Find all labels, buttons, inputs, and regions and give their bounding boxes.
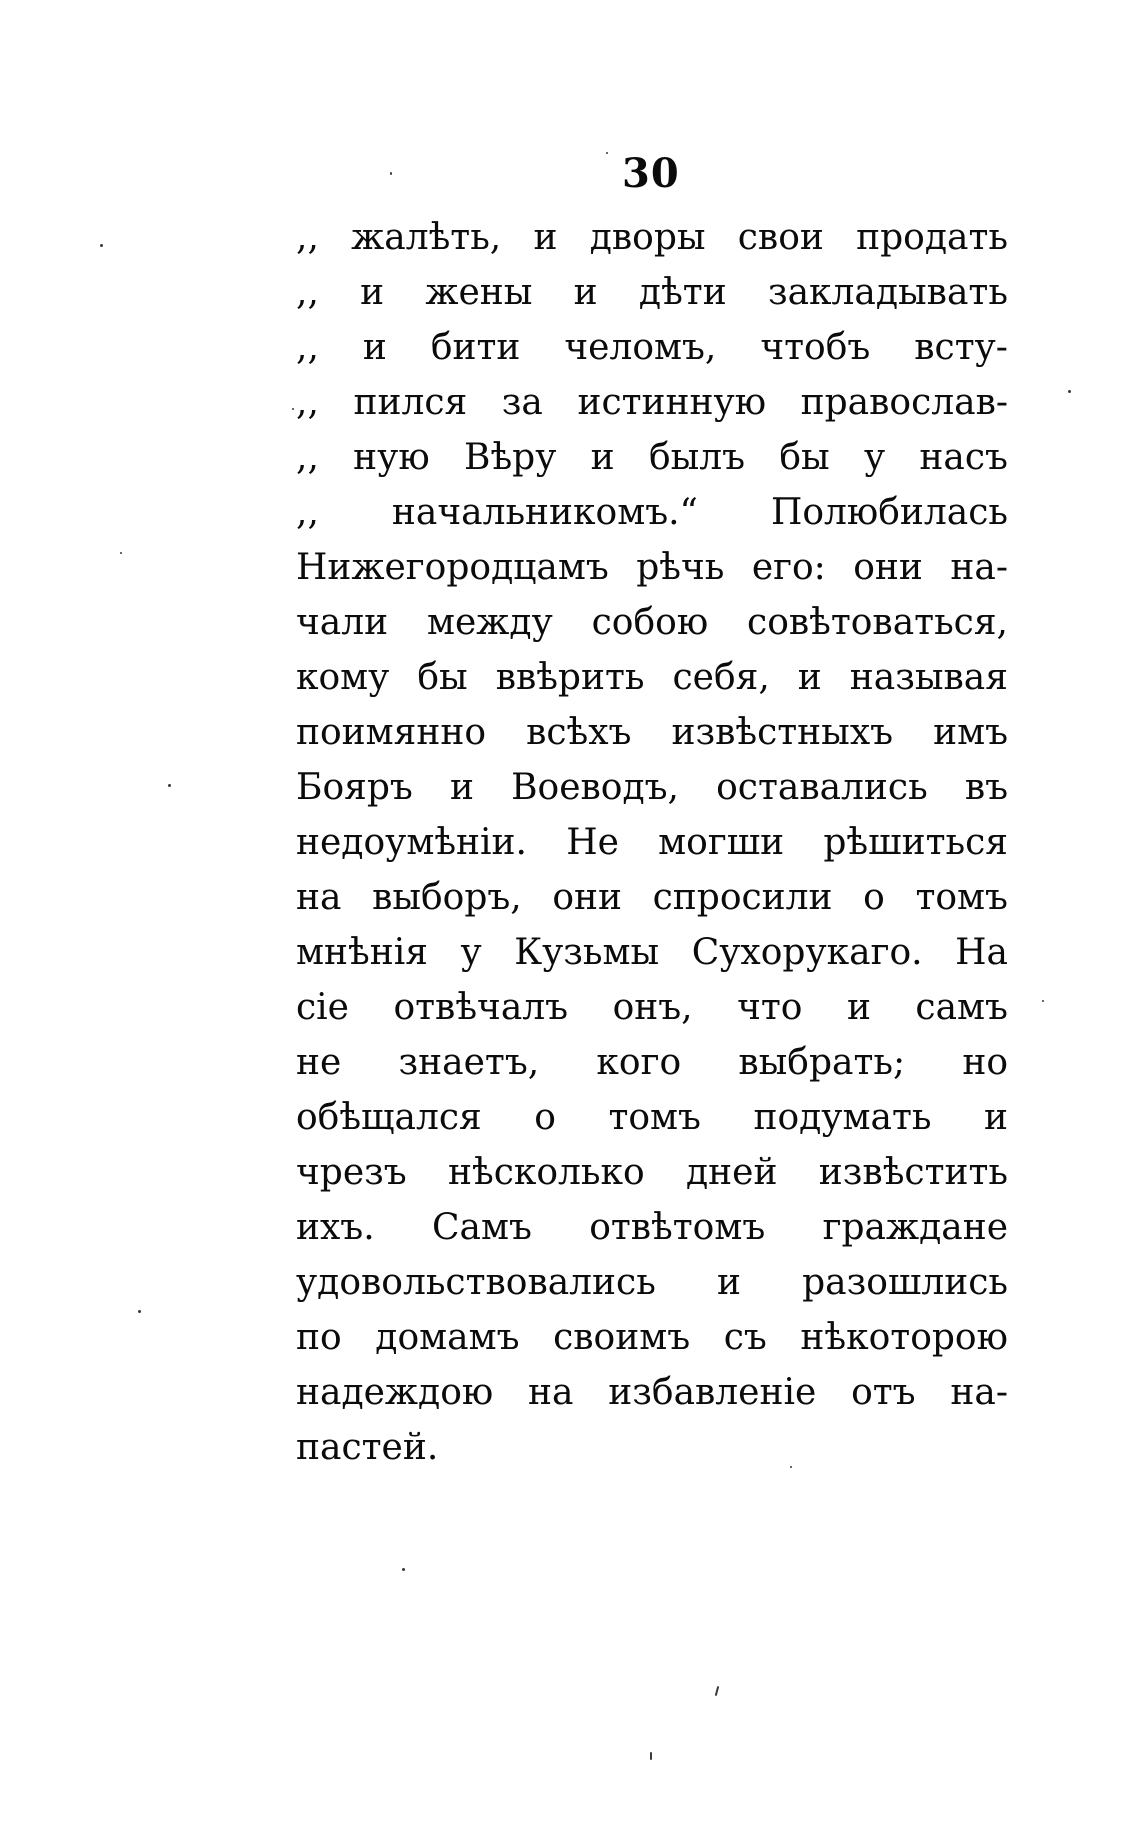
word: Нижегородцамъ xyxy=(296,547,609,588)
word: ,, xyxy=(296,272,319,313)
word: дворы xyxy=(589,217,706,258)
word: кого xyxy=(596,1042,682,1083)
word: Воеводъ, xyxy=(511,767,679,808)
text-line xyxy=(296,320,1008,375)
scan-speck xyxy=(138,1310,141,1313)
word: дней xyxy=(686,1152,778,1193)
word: совѣтоваться, xyxy=(747,602,1008,643)
word: Сухорукаго. xyxy=(691,932,923,973)
scan-speck xyxy=(100,244,103,247)
word: въ xyxy=(964,767,1008,808)
word: томъ xyxy=(608,1097,701,1138)
word: томъ xyxy=(915,877,1008,918)
text-line xyxy=(296,1365,1008,1420)
word: ,, xyxy=(296,382,319,423)
word: и xyxy=(362,327,387,368)
word: истинную xyxy=(577,382,767,423)
scan-speck xyxy=(292,408,294,410)
word: нѣкоторою xyxy=(800,1317,1008,1358)
word: разошлись xyxy=(802,1262,1008,1303)
word: всѣхъ xyxy=(526,712,632,753)
word: насъ xyxy=(919,437,1008,478)
word: извѣстить xyxy=(818,1152,1008,1193)
word: избавленіе xyxy=(608,1372,817,1413)
word: мнѣнія xyxy=(296,932,428,973)
word: они xyxy=(552,877,623,918)
word: жены xyxy=(425,272,533,313)
word: съ xyxy=(723,1317,767,1358)
word: кому xyxy=(296,657,390,698)
word: Самъ xyxy=(431,1207,532,1248)
text-line xyxy=(296,1145,1008,1200)
word: Не xyxy=(566,822,619,863)
word: челомъ, xyxy=(564,327,717,368)
word: ввѣрить xyxy=(495,657,645,698)
word: извѣстныхъ xyxy=(671,712,894,753)
word: о xyxy=(534,1097,556,1138)
word: чтобъ xyxy=(760,327,871,368)
word: и xyxy=(716,1262,741,1303)
word: ,, xyxy=(296,217,319,258)
word: по xyxy=(296,1317,342,1358)
text-line xyxy=(296,815,1008,870)
word: былъ xyxy=(648,437,746,478)
word: закладывать xyxy=(767,272,1008,313)
text-line xyxy=(296,1090,1008,1145)
body-text xyxy=(296,210,1008,1475)
word: о xyxy=(863,877,885,918)
text-line xyxy=(296,980,1008,1035)
scan-speck xyxy=(1042,1000,1044,1002)
word: ную xyxy=(353,437,430,478)
word: оставались xyxy=(716,767,928,808)
text-line xyxy=(296,540,1008,595)
word: своимъ xyxy=(553,1317,691,1358)
word: собою xyxy=(591,602,709,643)
word: свои xyxy=(737,217,824,258)
word: имъ xyxy=(933,712,1008,753)
word: граждане xyxy=(822,1207,1008,1248)
word: всту- xyxy=(914,327,1008,368)
word: чрезъ xyxy=(296,1152,407,1193)
page-number: 30 xyxy=(622,150,680,197)
word: могши xyxy=(658,822,785,863)
text-line xyxy=(296,1255,1008,1310)
text-line xyxy=(296,1310,1008,1365)
text-line xyxy=(296,430,1008,485)
word: и xyxy=(797,657,822,698)
word: домамъ xyxy=(375,1317,520,1358)
word: Полюбилась xyxy=(770,492,1008,533)
word: на- xyxy=(950,1372,1008,1413)
word: начальникомъ.“ xyxy=(391,492,698,533)
word: отъ xyxy=(851,1372,916,1413)
word: между xyxy=(427,602,553,643)
word: и xyxy=(360,272,385,313)
text-line xyxy=(296,650,1008,705)
word: выборъ, xyxy=(372,877,522,918)
word: себя, xyxy=(672,657,770,698)
word: его: xyxy=(751,547,826,588)
scan-speck xyxy=(390,172,392,175)
scan-speck xyxy=(790,1466,792,1468)
text-line xyxy=(296,210,1008,265)
word: сіе xyxy=(296,987,349,1028)
word: называя xyxy=(849,657,1008,698)
text-line xyxy=(296,375,1008,430)
text-line xyxy=(296,1035,1008,1090)
word: ,, xyxy=(296,327,319,368)
text-line xyxy=(296,485,1008,540)
text-line xyxy=(296,870,1008,925)
word: у xyxy=(460,932,482,973)
word: и xyxy=(846,987,871,1028)
scan-speck xyxy=(120,552,122,554)
word: и xyxy=(533,217,558,258)
word: знаетъ, xyxy=(398,1042,540,1083)
word: чали xyxy=(296,602,389,643)
text-line xyxy=(296,760,1008,815)
word: на xyxy=(296,877,342,918)
word: самъ xyxy=(915,987,1008,1028)
scan-speck xyxy=(715,1686,720,1696)
word: бы xyxy=(779,437,830,478)
word: не xyxy=(296,1042,342,1083)
word: что xyxy=(737,987,803,1028)
word: спросили xyxy=(652,877,833,918)
word: Кузьмы xyxy=(514,932,660,973)
scan-speck xyxy=(402,1568,405,1571)
word: дѣти xyxy=(638,272,727,313)
word: пился xyxy=(353,382,468,423)
word: жалѣть, xyxy=(351,217,502,258)
word: удовольствовались xyxy=(296,1262,656,1303)
word: они xyxy=(853,547,923,588)
word: надеждою xyxy=(296,1372,494,1413)
word: православ- xyxy=(800,382,1008,423)
word: онъ, xyxy=(612,987,693,1028)
scan-speck xyxy=(650,1752,652,1760)
scan-speck xyxy=(168,784,171,787)
word: на xyxy=(528,1372,574,1413)
word: бити xyxy=(430,327,521,368)
text-line xyxy=(296,925,1008,980)
text-line xyxy=(296,705,1008,760)
word: На xyxy=(955,932,1008,973)
scan-speck xyxy=(606,152,608,154)
scan-speck xyxy=(1068,390,1071,393)
word: за xyxy=(501,382,543,423)
word: бы xyxy=(417,657,468,698)
word: и xyxy=(983,1097,1008,1138)
word: и xyxy=(573,272,598,313)
text-line xyxy=(296,1420,1008,1475)
word: отвѣчалъ xyxy=(393,987,569,1028)
word: рѣшиться xyxy=(823,822,1008,863)
word: ихъ. xyxy=(296,1207,375,1248)
word: Вѣру xyxy=(463,437,557,478)
word: и xyxy=(590,437,615,478)
text-line xyxy=(296,595,1008,650)
word: Бояръ xyxy=(296,767,413,808)
word: нѣсколько xyxy=(448,1152,645,1193)
word: обѣщался xyxy=(296,1097,482,1138)
word: и xyxy=(449,767,474,808)
word: ,, xyxy=(296,492,319,533)
word: поимянно xyxy=(296,712,487,753)
word: у xyxy=(863,437,886,478)
text-line xyxy=(296,265,1008,320)
word: подумать xyxy=(753,1097,932,1138)
word: рѣчь xyxy=(636,547,725,588)
word: продать xyxy=(856,217,1008,258)
word: ,, xyxy=(296,437,319,478)
word: недоумѣніи. xyxy=(296,822,527,863)
word: выбрать; xyxy=(738,1042,906,1083)
word: пастей. xyxy=(296,1427,439,1468)
word: отвѣтомъ xyxy=(589,1207,766,1248)
word: но xyxy=(962,1042,1008,1083)
word: на- xyxy=(950,547,1008,588)
text-line xyxy=(296,1200,1008,1255)
